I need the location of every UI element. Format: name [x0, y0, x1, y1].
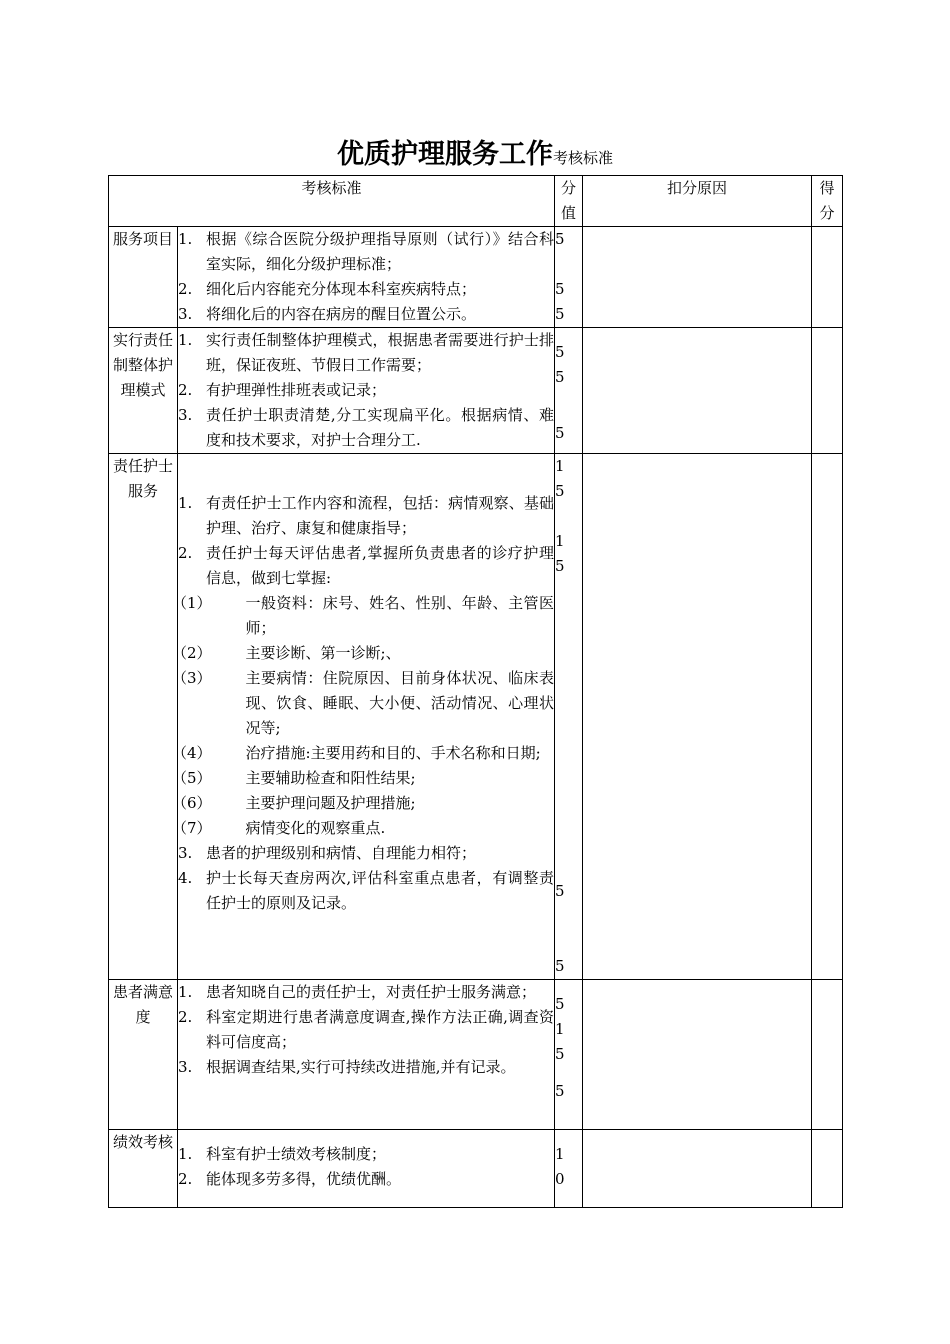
- list-item: （2） 主要诊断、第一诊断;、: [172, 644, 401, 662]
- category-cell: 患者满意度: [109, 980, 178, 1130]
- got-score-cell: [812, 1130, 843, 1208]
- score-15a: 15: [555, 457, 565, 500]
- section-row-patient-satisfaction: [109, 980, 843, 1130]
- criteria-items: [178, 328, 555, 454]
- deduct-reason-cell: [583, 980, 812, 1130]
- score-10: 10: [555, 1145, 565, 1188]
- header-score: 分 值: [555, 176, 583, 227]
- section-row-service-items: [109, 227, 843, 328]
- list-item: （4） 治疗措施:主要用药和目的、手术名称和日期;: [172, 744, 541, 762]
- list-item: （5） 主要辅助检查和阳性结果;: [172, 769, 416, 787]
- list-item: 1. 根据《综合医院分级护理指导原则（试行）》结合科室实际，细化分级护理标准；: [178, 230, 555, 273]
- list-item: （7） 病情变化的观察重点.: [172, 819, 386, 837]
- score-cell: 15 15 5 5: [555, 454, 583, 980]
- header-deduct-reason: 扣分原因: [583, 176, 812, 227]
- deduct-reason-cell: [583, 227, 812, 328]
- score-15c: 15: [555, 1020, 565, 1063]
- got-score-cell: [812, 328, 843, 454]
- list-item: 1. 实行责任制整体护理模式，根据患者需要进行护士排班，保证夜班、节假日工作需要；: [178, 331, 555, 374]
- criteria-items: [178, 227, 555, 328]
- title-sub: 考核标准: [552, 149, 613, 167]
- list-item: 2. 责任护士每天评估患者,掌握所负责患者的诊疗护理信息，做到七掌握:: [178, 544, 555, 587]
- score-cell: 5 5 5: [555, 328, 583, 454]
- category-cell: 服务项目: [109, 227, 178, 328]
- deduct-reason-cell: [583, 1130, 812, 1208]
- header-got-score: 得 分: [812, 176, 843, 227]
- list-item: 1. 患者知晓自己的责任护士，对责任护士服务满意；: [178, 983, 537, 1001]
- list-item: （6） 主要护理问题及护理措施;: [172, 794, 416, 812]
- list-item: 2. 科室定期进行患者满意度调查,操作方法正确,调查资料可信度高；: [178, 1008, 555, 1051]
- score-15b: 15: [555, 532, 565, 575]
- section-row-nurse-service: [109, 454, 843, 980]
- list-item: 3. 将细化后的内容在病房的醒目位置公示。: [178, 305, 477, 323]
- document-title: [0, 132, 950, 171]
- category-cell: 实行责任制整体护理模式: [109, 328, 178, 454]
- list-item: （3） 主要病情：住院原因、目前身体状况、临床表现、饮食、睡眠、大小便、活动情况、心理状况等;: [172, 669, 555, 737]
- category-cell: 责任护士服务: [109, 454, 178, 980]
- criteria-items: [178, 1130, 555, 1208]
- header-row: [109, 176, 843, 227]
- list-item: 3. 责任护士职责清楚,分工实现扁平化。根据病情、难度和技术要求，对护士合理分工.: [178, 406, 555, 449]
- got-score-cell: [812, 227, 843, 328]
- got-score-cell: [812, 980, 843, 1130]
- assessment-table: [108, 175, 843, 1208]
- criteria-items: [172, 454, 555, 980]
- score-cell: 5 5 5: [555, 227, 583, 328]
- header-criteria: 考核标准: [109, 176, 555, 227]
- list-item: （1） 一般资料：床号、姓名、性别、年龄、主管医师；: [172, 594, 555, 637]
- list-item: 2. 细化后内容能充分体现本科室疾病特点；: [178, 280, 477, 298]
- section-row-performance: [109, 1130, 843, 1208]
- list-item: 1. 有责任护士工作内容和流程，包括：病情观察、基础护理、治疗、康复和健康指导；: [178, 494, 555, 537]
- list-item: 4. 护士长每天查房两次,评估科室重点患者，有调整责任护士的原则及记录。: [178, 869, 555, 912]
- criteria-items: [178, 980, 555, 1130]
- list-item: 3. 根据调查结果,实行可持续改进措施,并有记录。: [178, 1058, 516, 1076]
- list-item: 2. 能体现多劳多得，优绩优酬。: [178, 1170, 402, 1188]
- deduct-reason-cell: [583, 454, 812, 980]
- list-item: 1. 科室有护士绩效考核制度；: [178, 1145, 387, 1163]
- score-cell: 5 15 5: [555, 980, 583, 1130]
- list-item: 2. 有护理弹性排班表或记录；: [178, 381, 387, 399]
- deduct-reason-cell: [583, 328, 812, 454]
- list-item: 3. 患者的护理级别和病情、自理能力相符；: [178, 844, 477, 862]
- title-main: 优质护理服务工作: [336, 139, 553, 170]
- got-score-cell: [812, 454, 843, 980]
- category-cell: 绩效考核: [109, 1130, 178, 1208]
- section-row-responsibility-mode: [109, 328, 843, 454]
- score-cell: [555, 1130, 583, 1208]
